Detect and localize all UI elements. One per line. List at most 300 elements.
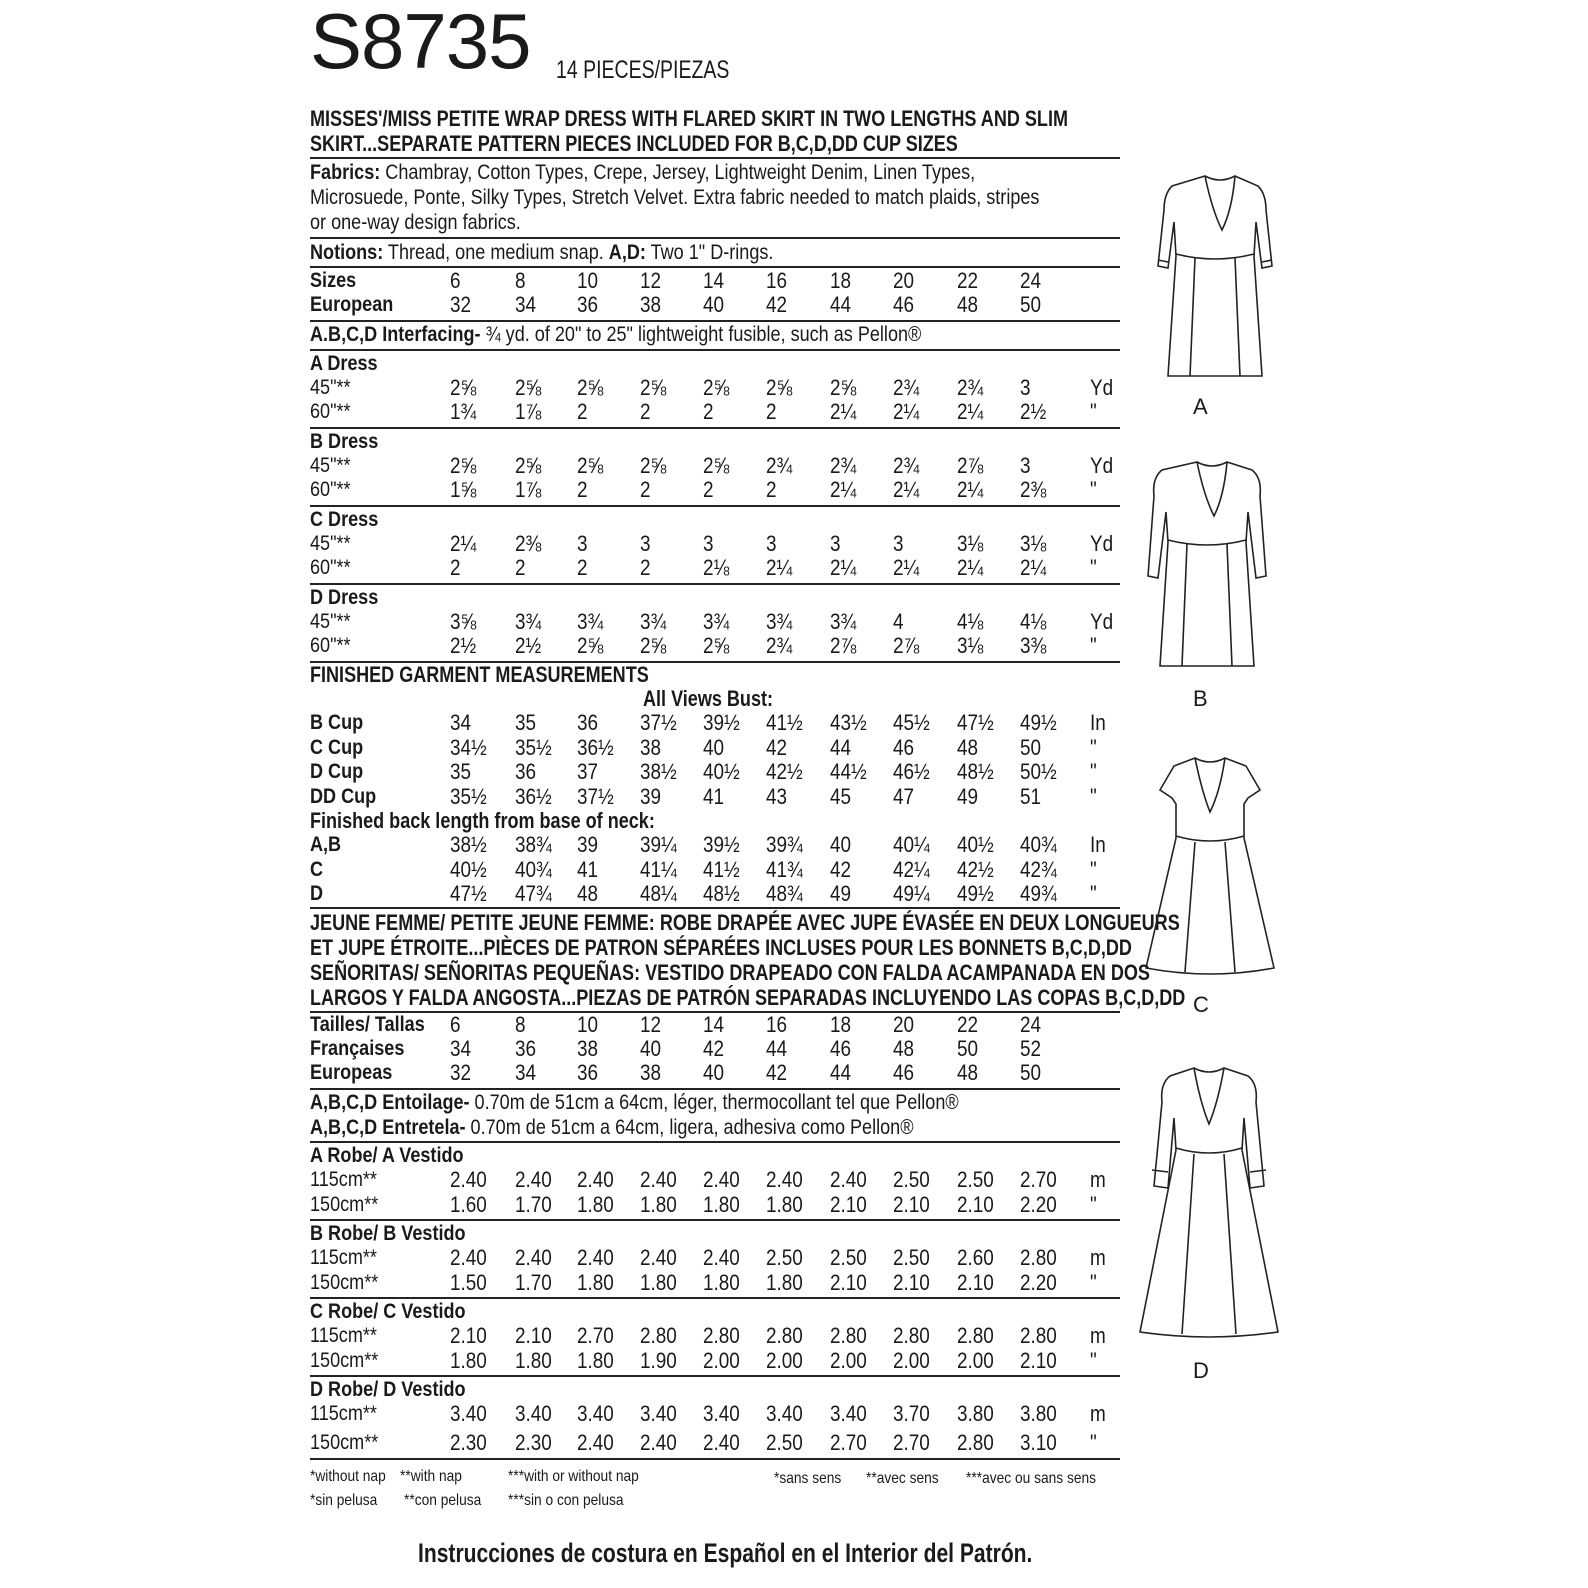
table-cell: 50½ [1020,759,1057,784]
notions-text-2: Two 1" D-rings. [645,241,774,264]
table-cell: 48½ [957,759,994,784]
row-label: D Cup [310,760,364,783]
table-cell: 2.40 [515,1167,552,1192]
table-cell: 3.80 [1020,1401,1057,1426]
table-cell: 2.40 [703,1167,740,1192]
table-cell: 2¼ [893,477,920,502]
table-cell: 40¼ [893,832,930,857]
table-cell: 2.50 [830,1245,867,1270]
table-cell: 18 [830,268,852,293]
table-cell: 2⅝ [640,633,667,658]
table-cell: 41½ [703,856,740,882]
table-cell: 42 [703,1036,725,1061]
divider [310,157,1120,159]
table-cell: 3.40 [450,1401,487,1426]
row-label: Sizes [310,269,357,292]
table-cell: 2.70 [893,1430,930,1455]
title-line-2: SKIRT...SEPARATE PATTERN PIECES INCLUDED FOR B,C,D,DD CUP SIZES [310,131,958,156]
table-cell: 4⅛ [957,609,984,634]
unit-label: " [1090,759,1097,784]
table-cell: 2.40 [703,1245,740,1270]
table-cell: 2.20 [1020,1270,1057,1295]
table-cell: 2.50 [893,1245,930,1270]
table-cell: 2 [577,477,588,502]
fabrics-line-1 [310,160,975,185]
unit-label: In [1090,710,1106,735]
row-label: 115cm** [310,1324,377,1347]
table-cell: 44 [830,292,852,317]
yardage-row [310,1167,1120,1192]
length-title: Finished back length from base of neck: [310,808,655,833]
title-line-1: MISSES'/MISS PETITE WRAP DRESS WITH FLARED SKIRT IN TWO LENGTHS AND SLIM [310,106,1068,131]
table-cell: 24 [1020,268,1042,293]
table-cell: 2.30 [450,1430,487,1455]
table-cell: 16 [766,1012,788,1037]
table-cell: 38 [640,1060,662,1085]
entoilage-line [310,1090,959,1115]
table-cell: 12 [640,268,662,293]
table-cell: 2¼ [893,555,920,580]
title-es-line-2: LARGOS Y FALDA ANGOSTA...PIEZAS DE PATRÓN SEPARADAS INCLUYENDO LAS COPAS B,C,D,DD [310,985,1186,1010]
table-cell: 2.80 [640,1323,677,1348]
table-cell: 50 [957,1036,979,1061]
table-cell: 3⅛ [957,633,984,658]
table-cell: 2.60 [957,1245,994,1270]
table-cell: 2.40 [830,1167,867,1192]
table-cell: 2.10 [830,1270,867,1295]
table-cell: 1.80 [577,1192,614,1217]
table-cell: 35 [515,710,537,735]
unit-label: Yd [1090,453,1114,478]
unit-label: " [1090,856,1097,882]
unit-label: m [1090,1245,1106,1270]
table-cell: 32 [450,292,472,317]
spanish-instructions-note: Instrucciones de costura en Español en el Interior del Patrón. [418,1538,1033,1568]
table-cell: 2⅞ [830,633,857,658]
table-cell: 3 [766,531,777,556]
table-cell: 42 [766,1060,788,1085]
table-cell: 2⅝ [703,633,730,658]
length-row [310,881,1120,906]
table-cell: 1.80 [703,1192,740,1217]
bust-title: All Views Bust: [643,686,773,711]
table-cell: 2.70 [1020,1167,1057,1192]
table-cell: 35½ [515,734,552,760]
yardage-group-title [310,351,1120,376]
table-cell: 49½ [1020,710,1057,735]
table-cell: 22 [957,268,979,293]
table-cell: 2¼ [830,477,857,502]
table-cell: 1⅝ [450,477,477,502]
row-label: DD Cup [310,784,377,808]
row-label: 60"** [310,400,351,423]
table-cell: 2½ [450,633,477,658]
table-cell: 48 [957,292,979,317]
row-label: 115cm** [310,1168,377,1191]
table-cell: 42 [766,292,788,317]
unit-label: Yd [1090,531,1114,556]
title-es-line-1: SEÑORITAS/ SEÑORITAS PEQUEÑAS: VESTIDO DRAPEADO CON FALDA ACAMPANADA EN DOS [310,960,1150,985]
table-cell: 36 [515,759,537,784]
row-label: B Robe/ B Vestido [310,1222,466,1245]
table-cell: 49¾ [1020,881,1057,906]
table-cell: 49½ [957,881,994,906]
row-label: A Robe/ A Vestido [310,1144,464,1167]
table-cell: 49 [830,881,852,906]
table-cell: 44 [830,1060,852,1085]
bust-row [310,735,1120,760]
table-cell: 50 [1020,1060,1042,1085]
table-cell: 16 [766,268,788,293]
table-cell: 40 [703,734,725,760]
table-cell: 34 [450,710,472,735]
unit-label: Yd [1090,609,1114,634]
table-cell: 1⅞ [515,399,542,424]
yardage-row [310,1401,1120,1426]
length-row [310,832,1120,857]
entoilage-text: 0.70m de 51cm a 64cm, léger, thermocollant tel que Pellon® [469,1091,959,1114]
row-label: B Cup [310,711,364,734]
table-cell: 47½ [450,881,487,906]
table-cell: 44 [766,1036,788,1061]
table-cell: 43½ [830,710,867,735]
unit-label: m [1090,1167,1106,1192]
table-cell: 38 [577,1036,599,1061]
fabrics-line-2: Microsuede, Ponte, Silky Types, Stretch Velvet. Extra fabric needed to match plaids, stripes [310,186,1040,209]
table-cell: 14 [703,1012,725,1037]
unit-label: " [1090,881,1097,906]
table-cell: 2.40 [577,1167,614,1192]
table-cell: 3 [577,531,588,556]
table-cell: 49¼ [893,881,930,906]
table-cell: 41 [577,856,599,882]
row-label: 150cm** [310,1193,379,1216]
table-cell: 12 [640,1012,662,1037]
table-cell: 2⅝ [766,375,793,400]
table-cell: 2.50 [766,1430,803,1455]
table-cell: 39¼ [640,832,677,857]
table-cell: 2.80 [893,1323,930,1348]
table-cell: 2.30 [515,1430,552,1455]
table-cell: 2⅜ [1020,477,1047,502]
view-label-a: A [1193,394,1208,419]
table-cell: 3 [1020,453,1031,478]
table-cell: 46 [893,1060,915,1085]
table-cell: 2⅜ [515,531,542,556]
table-cell: 42½ [957,856,994,882]
table-cell: 40¾ [515,856,552,882]
table-cell: 8 [515,268,526,293]
table-cell: 2¾ [766,633,793,658]
table-cell: 2⅝ [515,453,542,478]
table-cell: 3 [703,531,714,556]
table-cell: 2⅝ [515,375,542,400]
table-cell: 14 [703,268,725,293]
table-cell: 48¼ [640,881,677,906]
row-label: C Robe/ C Vestido [310,1300,466,1323]
table-cell: 1.80 [703,1270,740,1295]
table-cell: 1.80 [766,1192,803,1217]
table-cell: 41 [703,783,725,809]
yardage-row [310,1192,1120,1217]
table-cell: 2.40 [450,1167,487,1192]
table-cell: 47¾ [515,881,552,906]
table-cell: 2⅝ [640,453,667,478]
dress-view-c-icon [1140,752,1280,982]
table-cell: 48 [577,881,599,906]
unit-label: " [1090,1192,1097,1217]
table-cell: 2.40 [577,1245,614,1270]
table-cell: 2¼ [450,531,477,556]
table-cell: 2½ [1020,399,1047,424]
table-cell: 3¾ [515,609,542,634]
table-cell: 2⅝ [703,375,730,400]
table-cell: 41¾ [766,856,803,882]
table-cell: 2½ [515,633,542,658]
table-cell: 49 [957,783,979,809]
row-label: C [310,857,324,881]
table-cell: 48 [893,1036,915,1061]
entretela-text: 0.70m de 51cm a 64cm, ligera, adhesiva como Pellon® [465,1116,914,1139]
table-cell: 3.40 [703,1401,740,1426]
unit-label: In [1090,832,1106,857]
table-cell: 1.70 [515,1270,552,1295]
unit-label: " [1090,555,1097,580]
table-cell: 2⅛ [703,555,730,580]
unit-label: " [1090,783,1097,809]
table-cell: 2.50 [957,1167,994,1192]
table-cell: 48 [957,1060,979,1085]
table-cell: 2.80 [1020,1245,1057,1270]
table-cell: 40 [703,1060,725,1085]
table-cell: 2¼ [766,555,793,580]
yardage-row [310,1348,1120,1373]
footnote-fr-3: ***avec ou sans sens [966,1470,1097,1487]
tailles-row [310,1012,1120,1037]
table-cell: 50 [1020,734,1042,760]
yardage-row [310,609,1120,634]
table-cell: 3 [1020,375,1031,400]
bust-row [310,759,1120,784]
table-cell: 2⅝ [640,375,667,400]
table-cell: 39 [577,832,599,857]
table-cell: 2⅝ [703,453,730,478]
yardage-row [310,453,1120,478]
table-cell: 3⅝ [450,609,477,634]
table-cell: 2.10 [893,1192,930,1217]
table-cell: 2.00 [703,1348,740,1373]
yardage-row [310,399,1120,424]
table-cell: 3.70 [893,1401,930,1426]
table-cell: 35 [450,759,472,784]
table-cell: 2.80 [957,1323,994,1348]
table-cell: 40½ [703,759,740,784]
interfacing-line [310,322,921,347]
notions-label: Notions: [310,241,384,264]
pattern-number: S8735 [310,0,531,85]
table-cell: 2.40 [766,1167,803,1192]
table-cell: 40¾ [1020,832,1057,857]
entretela-line [310,1115,914,1140]
yardage-row [310,531,1120,556]
table-cell: 38½ [640,759,677,784]
yardage-row [310,1430,1120,1455]
table-cell: 2 [577,399,588,424]
bust-row [310,784,1120,809]
table-cell: 2.40 [577,1430,614,1455]
yardage-group-title [310,507,1120,532]
table-cell: 3.80 [957,1401,994,1426]
table-cell: 2.10 [1020,1348,1057,1373]
table-cell: 2 [640,555,651,580]
table-cell: 40 [640,1036,662,1061]
table-cell: 18 [830,1012,852,1037]
table-cell: 2.40 [515,1245,552,1270]
yardage-row [310,1270,1120,1295]
table-cell: 38 [640,292,662,317]
table-cell: 3 [640,531,651,556]
table-cell: 2 [703,477,714,502]
table-cell: 42 [830,856,852,882]
bust-row [310,710,1120,735]
table-cell: 34 [450,1036,472,1061]
divider [310,907,1120,909]
entoilage-label: A,B,C,D Entoilage- [310,1091,470,1114]
yardage-group-title [310,1221,1120,1246]
table-cell: 2¼ [957,555,984,580]
row-label: C Cup [310,735,364,759]
table-cell: 43 [766,783,788,809]
table-cell: 3⅜ [1020,633,1047,658]
table-cell: 36 [577,292,599,317]
table-cell: 1.70 [515,1192,552,1217]
table-cell: 3.40 [515,1401,552,1426]
table-cell: 37 [577,759,599,784]
table-cell: 40 [830,832,852,857]
table-cell: 42¼ [893,856,930,882]
table-cell: 38 [640,734,662,760]
table-cell: 40½ [957,832,994,857]
table-cell: 39 [640,783,662,809]
table-cell: 2¼ [1020,555,1047,580]
table-cell: 42¾ [1020,856,1057,882]
table-cell: 22 [957,1012,979,1037]
table-cell: 42 [766,734,788,760]
table-cell: 2.80 [830,1323,867,1348]
table-cell: 45½ [893,710,930,735]
yardage-row [310,1323,1120,1348]
yardage-row [310,555,1120,580]
table-cell: 2.20 [1020,1192,1057,1217]
table-cell: 2.10 [830,1192,867,1217]
dress-view-b-icon [1142,456,1282,676]
fabrics-text-1: Chambray, Cotton Types, Crepe, Jersey, Lightweight Denim, Linen Types, [380,161,976,184]
row-label: Europeas [310,1061,393,1084]
table-cell: 10 [577,268,599,293]
unit-label: " [1090,1270,1097,1295]
yardage-group-title [310,1299,1120,1324]
table-cell: 2.80 [766,1323,803,1348]
finished-title: FINISHED GARMENT MEASUREMENTS [310,662,649,687]
table-cell: 38½ [450,832,487,857]
table-cell: 2⅝ [450,453,477,478]
table-cell: 2.40 [640,1167,677,1192]
table-cell: 4⅛ [1020,609,1047,634]
table-cell: 48¾ [766,881,803,906]
dress-view-a-icon [1150,170,1290,390]
table-cell: 42½ [766,759,803,784]
row-label: 60"** [310,556,351,579]
footnote-es-3: ***sin o con pelusa [508,1492,624,1509]
table-cell: 2.40 [640,1430,677,1455]
table-cell: 2 [640,399,651,424]
footnote-fr-1: *sans sens [774,1470,842,1487]
interfacing-text: ¾ yd. of 20" to 25" lightweight fusible, such as Pellon® [480,323,922,346]
table-cell: 48 [957,734,979,760]
view-label-d: D [1193,1358,1209,1383]
yardage-row [310,1245,1120,1270]
dress-view-d-icon [1134,1062,1284,1342]
table-cell: 46 [830,1036,852,1061]
row-label: D Robe/ D Vestido [310,1378,466,1401]
table-cell: 2¾ [957,375,984,400]
unit-label: m [1090,1323,1106,1348]
table-cell: 39½ [703,710,740,735]
table-cell: 2¾ [893,453,920,478]
table-cell: 38¾ [515,832,552,857]
table-cell: 20 [893,1012,915,1037]
unit-label: Yd [1090,375,1114,400]
table-cell: 36 [577,1060,599,1085]
table-cell: 3 [830,531,841,556]
yardage-row [310,375,1120,400]
table-cell: 2⅝ [577,453,604,478]
table-cell: 1.80 [577,1348,614,1373]
yardage-group-title [310,1377,1120,1402]
row-label: D [310,882,324,905]
divider [310,1458,1120,1460]
unit-label: " [1090,734,1097,760]
footnote-es-2: **con pelusa [404,1492,482,1509]
table-cell: 41½ [766,710,803,735]
table-cell: 2.80 [957,1430,994,1455]
table-cell: 2.40 [640,1245,677,1270]
table-cell: 40½ [450,856,487,882]
table-cell: 34 [515,1060,537,1085]
table-cell: 2 [703,399,714,424]
table-cell: 51 [1020,783,1042,809]
table-cell: 2¼ [957,399,984,424]
table-cell: 3¾ [830,609,857,634]
table-cell: 39½ [703,832,740,857]
row-label: 150cm** [310,1271,379,1294]
row-label: A,B [310,833,342,856]
table-cell: 2¾ [766,453,793,478]
table-cell: 1.80 [640,1192,677,1217]
table-cell: 2.10 [957,1270,994,1295]
table-cell: 34 [515,292,537,317]
view-label-c: C [1193,992,1209,1017]
row-label: 45"** [310,376,351,399]
table-cell: 36½ [515,783,552,809]
table-cell: 1.80 [515,1348,552,1373]
view-label-b: B [1193,686,1208,711]
table-cell: 2 [577,555,588,580]
table-cell: 3⅛ [957,531,984,556]
notions-label-2: A,D: [608,241,646,264]
table-cell: 4 [893,609,904,634]
table-cell: 1.80 [640,1270,677,1295]
